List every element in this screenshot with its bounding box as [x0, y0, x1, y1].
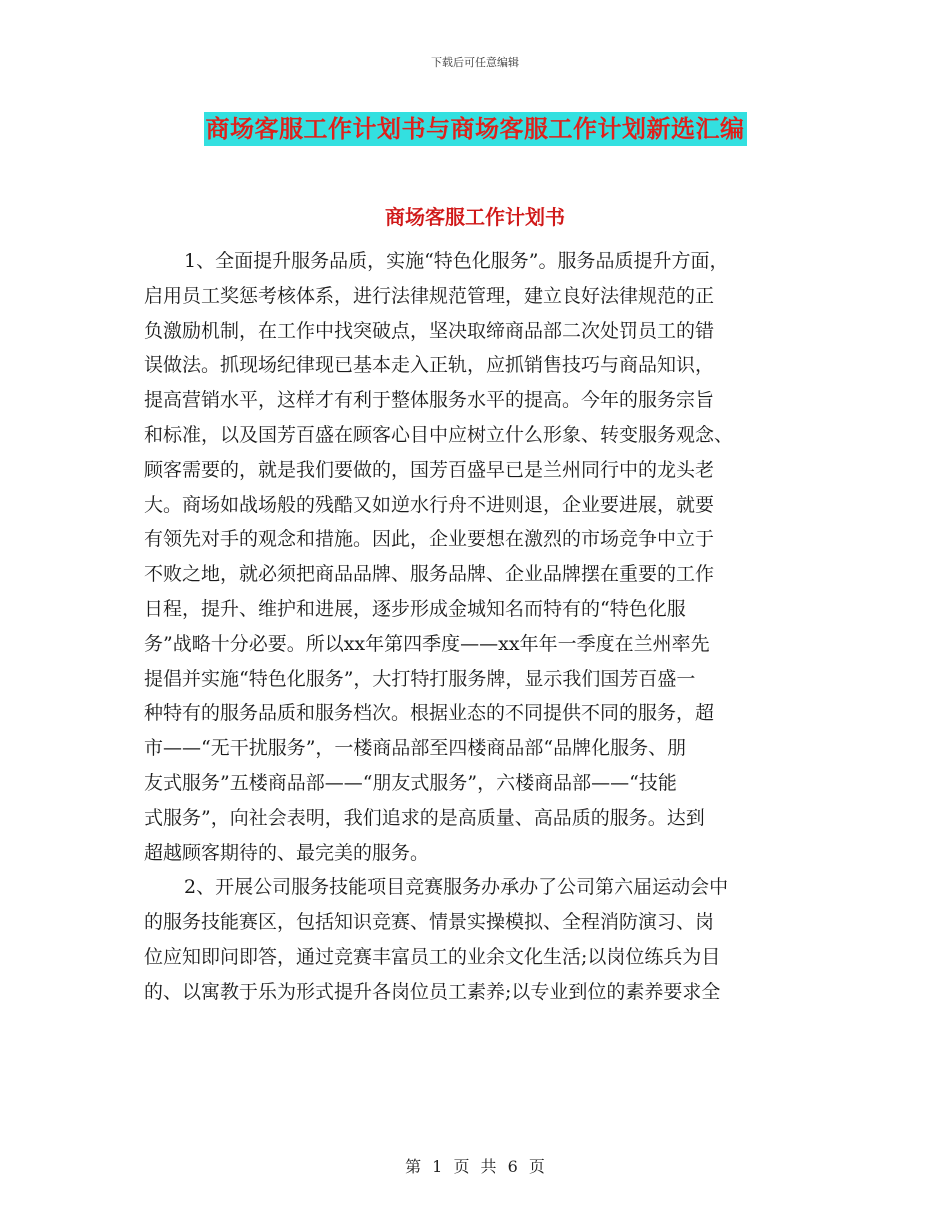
paragraph-line: 务”战略十分必要。所以xx年第四季度——xx年年一季度在兰州率先 [144, 632, 710, 655]
paragraph-line: 市——“无干扰服务”，一楼商品部至四楼商品部“品牌化服务、朋 [144, 737, 687, 760]
paragraph-line: 的、以寓教于乐为形式提升各岗位员工素养;以专业到位的素养要求全 [144, 980, 721, 1003]
paragraph-line: 1、全面提升服务品质，实施“特色化服务”。服务品质提升方面， [184, 250, 729, 272]
page-number: 第 1 页 共 6 页 [405, 1157, 545, 1176]
paragraph-line: 位应知即问即答，通过竞赛丰富员工的业余文化生活;以岗位练兵为目 [144, 945, 721, 968]
paragraph-line: 和标准，以及国芳百盛在顾客心目中应树立什么形象、转变服务观念、 [144, 423, 734, 446]
header-note: 下载后可任意编辑 [431, 56, 519, 69]
paragraph-line: 友式服务”五楼商品部——“朋友式服务”，六楼商品部——“技能 [144, 771, 677, 794]
document-title [0, 112, 950, 146]
paragraph-line: 超越顾客期待的、最完美的服务。 [144, 841, 430, 864]
paragraph-line: 负激励机制，在工作中找突破点，坚决取缔商品部二次处罚员工的错 [144, 319, 715, 342]
paragraph-line: 提倡并实施“特色化服务”，大打特打服务牌，显示我们国芳百盛一 [144, 667, 696, 690]
paragraph-line: 2、开展公司服务技能项目竞赛服务办承办了公司第六届运动会中 [184, 876, 729, 899]
paragraph-line: 不败之地，就必须把商品品牌、服务品牌、企业品牌摆在重要的工作 [144, 563, 715, 586]
paragraph-line: 启用员工奖惩考核体系，进行法律规范管理，建立良好法律规范的正 [144, 284, 715, 307]
paragraph-line: 误做法。抓现场纪律现已基本走入正轨，应抓销售技巧与商品知识， [144, 354, 715, 377]
section-title: 商场客服工作计划书 [385, 205, 565, 229]
document-body [144, 244, 810, 1010]
paragraph-line: 的服务技能赛区，包括知识竞赛、情景实操模拟、全程消防演习、岗 [144, 911, 715, 934]
paragraph-line: 提高营销水平，这样才有利于整体服务水平的提高。今年的服务宗旨 [144, 389, 715, 412]
paragraph-line: 顾客需要的，就是我们要做的，国芳百盛早已是兰州同行中的龙头老 [144, 458, 715, 481]
document-title-text: 商场客服工作计划书与商场客服工作计划新选汇编 [204, 112, 747, 146]
paragraph-line: 大。商场如战场般的残酷又如逆水行舟不进则退，企业要进展，就要 [144, 493, 715, 516]
paragraph-line: 种特有的服务品质和服务档次。根据业态的不同提供不同的服务，超 [144, 702, 715, 725]
paragraph-line: 有领先对手的观念和措施。因此，企业要想在激烈的市场竞争中立于 [144, 528, 715, 551]
paragraph-line: 式服务”，向社会表明，我们追求的是高质量、高品质的服务。达到 [144, 806, 705, 829]
paragraph-line: 日程，提升、维护和进展，逐步形成金城知名而特有的“特色化服 [144, 597, 686, 620]
